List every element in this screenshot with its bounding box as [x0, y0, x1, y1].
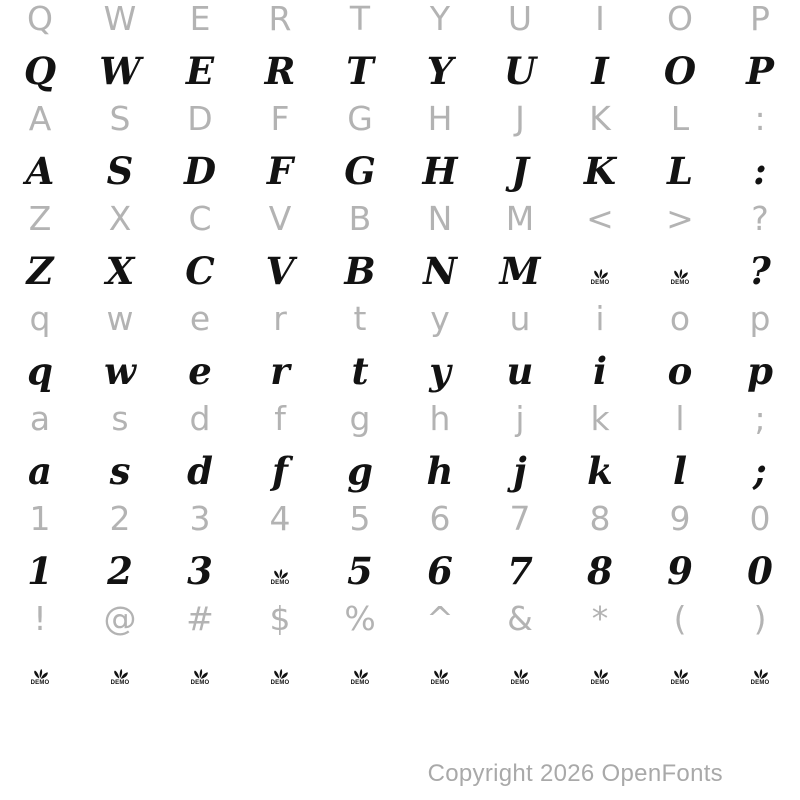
glyph-cell: B: [348, 199, 372, 238]
glyph-cell: q: [29, 299, 51, 338]
demo-glyph-cell: [160, 649, 240, 694]
glyph-cell: ;: [753, 449, 767, 493]
glyph-cell: H: [427, 99, 453, 138]
glyph-cell: *: [591, 599, 609, 638]
demo-glyph-cell: [560, 249, 640, 294]
demo-glyph-icon: [670, 666, 690, 687]
glyph-cell: :: [753, 149, 767, 193]
reference-row: [0, 196, 800, 241]
reference-row: [0, 396, 800, 441]
glyph-cell: ^: [426, 599, 454, 638]
glyph-cell: 8: [589, 499, 611, 538]
glyph-cell: 7: [509, 499, 531, 538]
glyph-cell: l: [675, 399, 685, 438]
glyph-cell: f: [274, 399, 286, 438]
glyph-cell: <: [586, 199, 614, 238]
glyph-cell: Y: [426, 49, 454, 93]
glyph-cell: 4: [269, 499, 291, 538]
glyph-cell: e: [188, 349, 212, 393]
glyph-cell: a: [29, 399, 51, 438]
demo-glyph-icon: [30, 666, 50, 687]
glyph-cell: &: [507, 599, 533, 638]
demo-glyph-cell: [400, 649, 480, 694]
glyph-cell: 9: [669, 499, 691, 538]
demo-glyph-label: DEMO: [590, 280, 610, 286]
glyph-cell: D: [183, 149, 217, 193]
glyph-cell: T: [349, 0, 371, 38]
glyph-cell: S: [106, 149, 134, 193]
specimen-row: [0, 349, 800, 394]
glyph-cell: 2: [107, 549, 133, 593]
glyph-cell: (: [673, 599, 687, 638]
glyph-cell: G: [344, 149, 376, 193]
demo-glyph-cell: [720, 649, 800, 694]
glyph-cell: T: [346, 49, 374, 93]
glyph-cell: P: [750, 0, 770, 38]
glyph-cell: i: [595, 299, 605, 338]
demo-glyph-icon: [270, 566, 290, 587]
glyph-cell: 1: [27, 549, 53, 593]
demo-glyph-cell: [80, 649, 160, 694]
reference-row: [0, 96, 800, 141]
glyph-cell: t: [351, 349, 369, 393]
demo-glyph-label: DEMO: [190, 680, 210, 686]
glyph-cell: 2: [109, 499, 131, 538]
glyph-cell: O: [663, 49, 697, 93]
glyph-cell: N: [427, 199, 453, 238]
glyph-cell: Z: [28, 199, 52, 238]
specimen-row: [0, 649, 800, 694]
demo-glyph-label: DEMO: [270, 680, 290, 686]
glyph-cell: 6: [429, 499, 451, 538]
glyph-cell: p: [747, 349, 773, 393]
glyph-cell: Q: [27, 0, 53, 38]
glyph-cell: E: [185, 49, 215, 93]
glyph-cell: I: [595, 0, 605, 38]
glyph-cell: F: [270, 99, 290, 138]
glyph-cell: u: [506, 349, 534, 393]
glyph-cell: a: [28, 449, 52, 493]
demo-glyph-cell: [640, 249, 720, 294]
glyph-cell: r: [270, 349, 290, 393]
demo-glyph-label: DEMO: [670, 280, 690, 286]
glyph-cell: 5: [347, 549, 373, 593]
glyph-cell: 5: [349, 499, 371, 538]
glyph-cell: 0: [749, 499, 771, 538]
demo-glyph-label: DEMO: [350, 680, 370, 686]
glyph-cell: s: [109, 449, 131, 493]
glyph-cell: R: [268, 0, 292, 38]
glyph-cell: P: [746, 49, 774, 93]
reference-row: [0, 0, 800, 41]
glyph-cell: o: [667, 349, 693, 393]
demo-glyph-icon: [110, 666, 130, 687]
glyph-cell: o: [669, 299, 691, 338]
glyph-cell: q: [27, 349, 53, 393]
reference-row: [0, 596, 800, 641]
glyph-cell: ): [753, 599, 767, 638]
demo-glyph-cell: [640, 649, 720, 694]
glyph-cell: i: [592, 349, 608, 393]
glyph-cell: Y: [429, 0, 451, 38]
glyph-cell: p: [749, 299, 771, 338]
glyph-cell: C: [188, 199, 212, 238]
glyph-cell: ?: [749, 249, 771, 293]
glyph-cell: J: [515, 99, 525, 138]
demo-glyph-label: DEMO: [670, 680, 690, 686]
copyright-text: Copyright 2026 OpenFonts: [427, 760, 723, 787]
glyph-cell: Q: [23, 49, 57, 93]
glyph-cell: g: [347, 449, 373, 493]
demo-glyph-label: DEMO: [110, 680, 130, 686]
glyph-cell: >: [666, 199, 694, 238]
specimen-row: [0, 549, 800, 594]
glyph-cell: 9: [667, 549, 693, 593]
glyph-cell: y: [429, 349, 451, 393]
demo-glyph-cell: [480, 649, 560, 694]
glyph-cell: 1: [29, 499, 51, 538]
glyph-cell: W: [99, 49, 141, 93]
glyph-cell: 0: [747, 549, 773, 593]
glyph-cell: h: [426, 449, 454, 493]
glyph-cell: k: [587, 449, 613, 493]
glyph-cell: l: [672, 449, 688, 493]
specimen-row: [0, 449, 800, 494]
specimen-row: [0, 149, 800, 194]
glyph-cell: 3: [187, 549, 213, 593]
glyph-cell: t: [353, 299, 367, 338]
demo-glyph-cell: [240, 649, 320, 694]
glyph-cell: L: [670, 99, 690, 138]
demo-glyph-label: DEMO: [590, 680, 610, 686]
demo-glyph-icon: [510, 666, 530, 687]
glyph-cell: 7: [507, 549, 533, 593]
glyph-cell: N: [423, 249, 457, 293]
glyph-cell: s: [111, 399, 129, 438]
glyph-cell: 6: [427, 549, 453, 593]
glyph-cell: C: [185, 249, 215, 293]
glyph-cell: F: [266, 149, 294, 193]
glyph-cell: E: [189, 0, 211, 38]
glyph-cell: h: [429, 399, 451, 438]
glyph-cell: K: [583, 149, 617, 193]
glyph-cell: r: [273, 299, 287, 338]
glyph-cell: #: [186, 599, 214, 638]
glyph-cell: %: [344, 599, 376, 638]
glyph-cell: k: [590, 399, 610, 438]
glyph-cell: j: [515, 399, 525, 438]
demo-glyph-icon: [190, 666, 210, 687]
glyph-cell: f: [272, 449, 288, 493]
glyph-cell: g: [349, 399, 371, 438]
glyph-cell: A: [28, 99, 52, 138]
glyph-cell: R: [264, 49, 296, 93]
glyph-cell: O: [667, 0, 693, 38]
glyph-cell: B: [344, 249, 376, 293]
glyph-cell: V: [265, 249, 295, 293]
glyph-cell: A: [25, 149, 55, 193]
glyph-cell: e: [189, 299, 211, 338]
demo-glyph-cell: [560, 649, 640, 694]
glyph-cell: U: [503, 49, 537, 93]
glyph-cell: S: [109, 99, 131, 138]
glyph-cell: 3: [189, 499, 211, 538]
glyph-cell: :: [754, 99, 766, 138]
glyph-cell: U: [507, 0, 533, 38]
glyph-cell: ;: [754, 399, 766, 438]
demo-glyph-icon: [590, 666, 610, 687]
glyph-cell: j: [513, 449, 527, 493]
demo-glyph-icon: [350, 666, 370, 687]
glyph-cell: 8: [587, 549, 613, 593]
glyph-cell: y: [430, 299, 450, 338]
specimen-row: [0, 249, 800, 294]
reference-row: [0, 496, 800, 541]
glyph-cell: D: [187, 99, 213, 138]
glyph-cell: V: [268, 199, 292, 238]
glyph-cell: @: [103, 599, 137, 638]
glyph-cell: K: [589, 99, 611, 138]
demo-glyph-cell: [0, 649, 80, 694]
glyph-cell: w: [106, 299, 134, 338]
demo-glyph-label: DEMO: [750, 680, 770, 686]
glyph-cell: G: [347, 99, 373, 138]
glyph-cell: M: [499, 249, 541, 293]
glyph-cell: H: [422, 149, 458, 193]
glyph-cell: d: [189, 399, 211, 438]
demo-glyph-cell: [240, 549, 320, 594]
glyph-cell: Z: [26, 249, 54, 293]
glyph-cell: X: [105, 249, 135, 293]
demo-glyph-label: DEMO: [30, 680, 50, 686]
glyph-cell: $: [269, 599, 291, 638]
demo-glyph-icon: [590, 266, 610, 287]
glyph-cell: X: [108, 199, 132, 238]
demo-glyph-label: DEMO: [430, 680, 450, 686]
glyph-cell: ?: [751, 199, 769, 238]
glyph-cell: d: [187, 449, 213, 493]
glyph-cell: w: [104, 349, 136, 393]
specimen-row: [0, 49, 800, 94]
glyph-cell: I: [591, 49, 609, 93]
glyph-cell: M: [505, 199, 535, 238]
glyph-cell: !: [33, 599, 47, 638]
demo-glyph-label: DEMO: [270, 580, 290, 586]
glyph-cell: W: [103, 0, 137, 38]
glyph-cell: u: [509, 299, 531, 338]
demo-glyph-icon: [430, 666, 450, 687]
reference-row: [0, 296, 800, 341]
demo-glyph-cell: [320, 649, 400, 694]
demo-glyph-icon: [670, 266, 690, 287]
demo-glyph-icon: [270, 666, 290, 687]
glyph-cell: L: [666, 149, 693, 193]
demo-glyph-label: DEMO: [510, 680, 530, 686]
glyph-cell: J: [511, 149, 529, 193]
demo-glyph-icon: [750, 666, 770, 687]
